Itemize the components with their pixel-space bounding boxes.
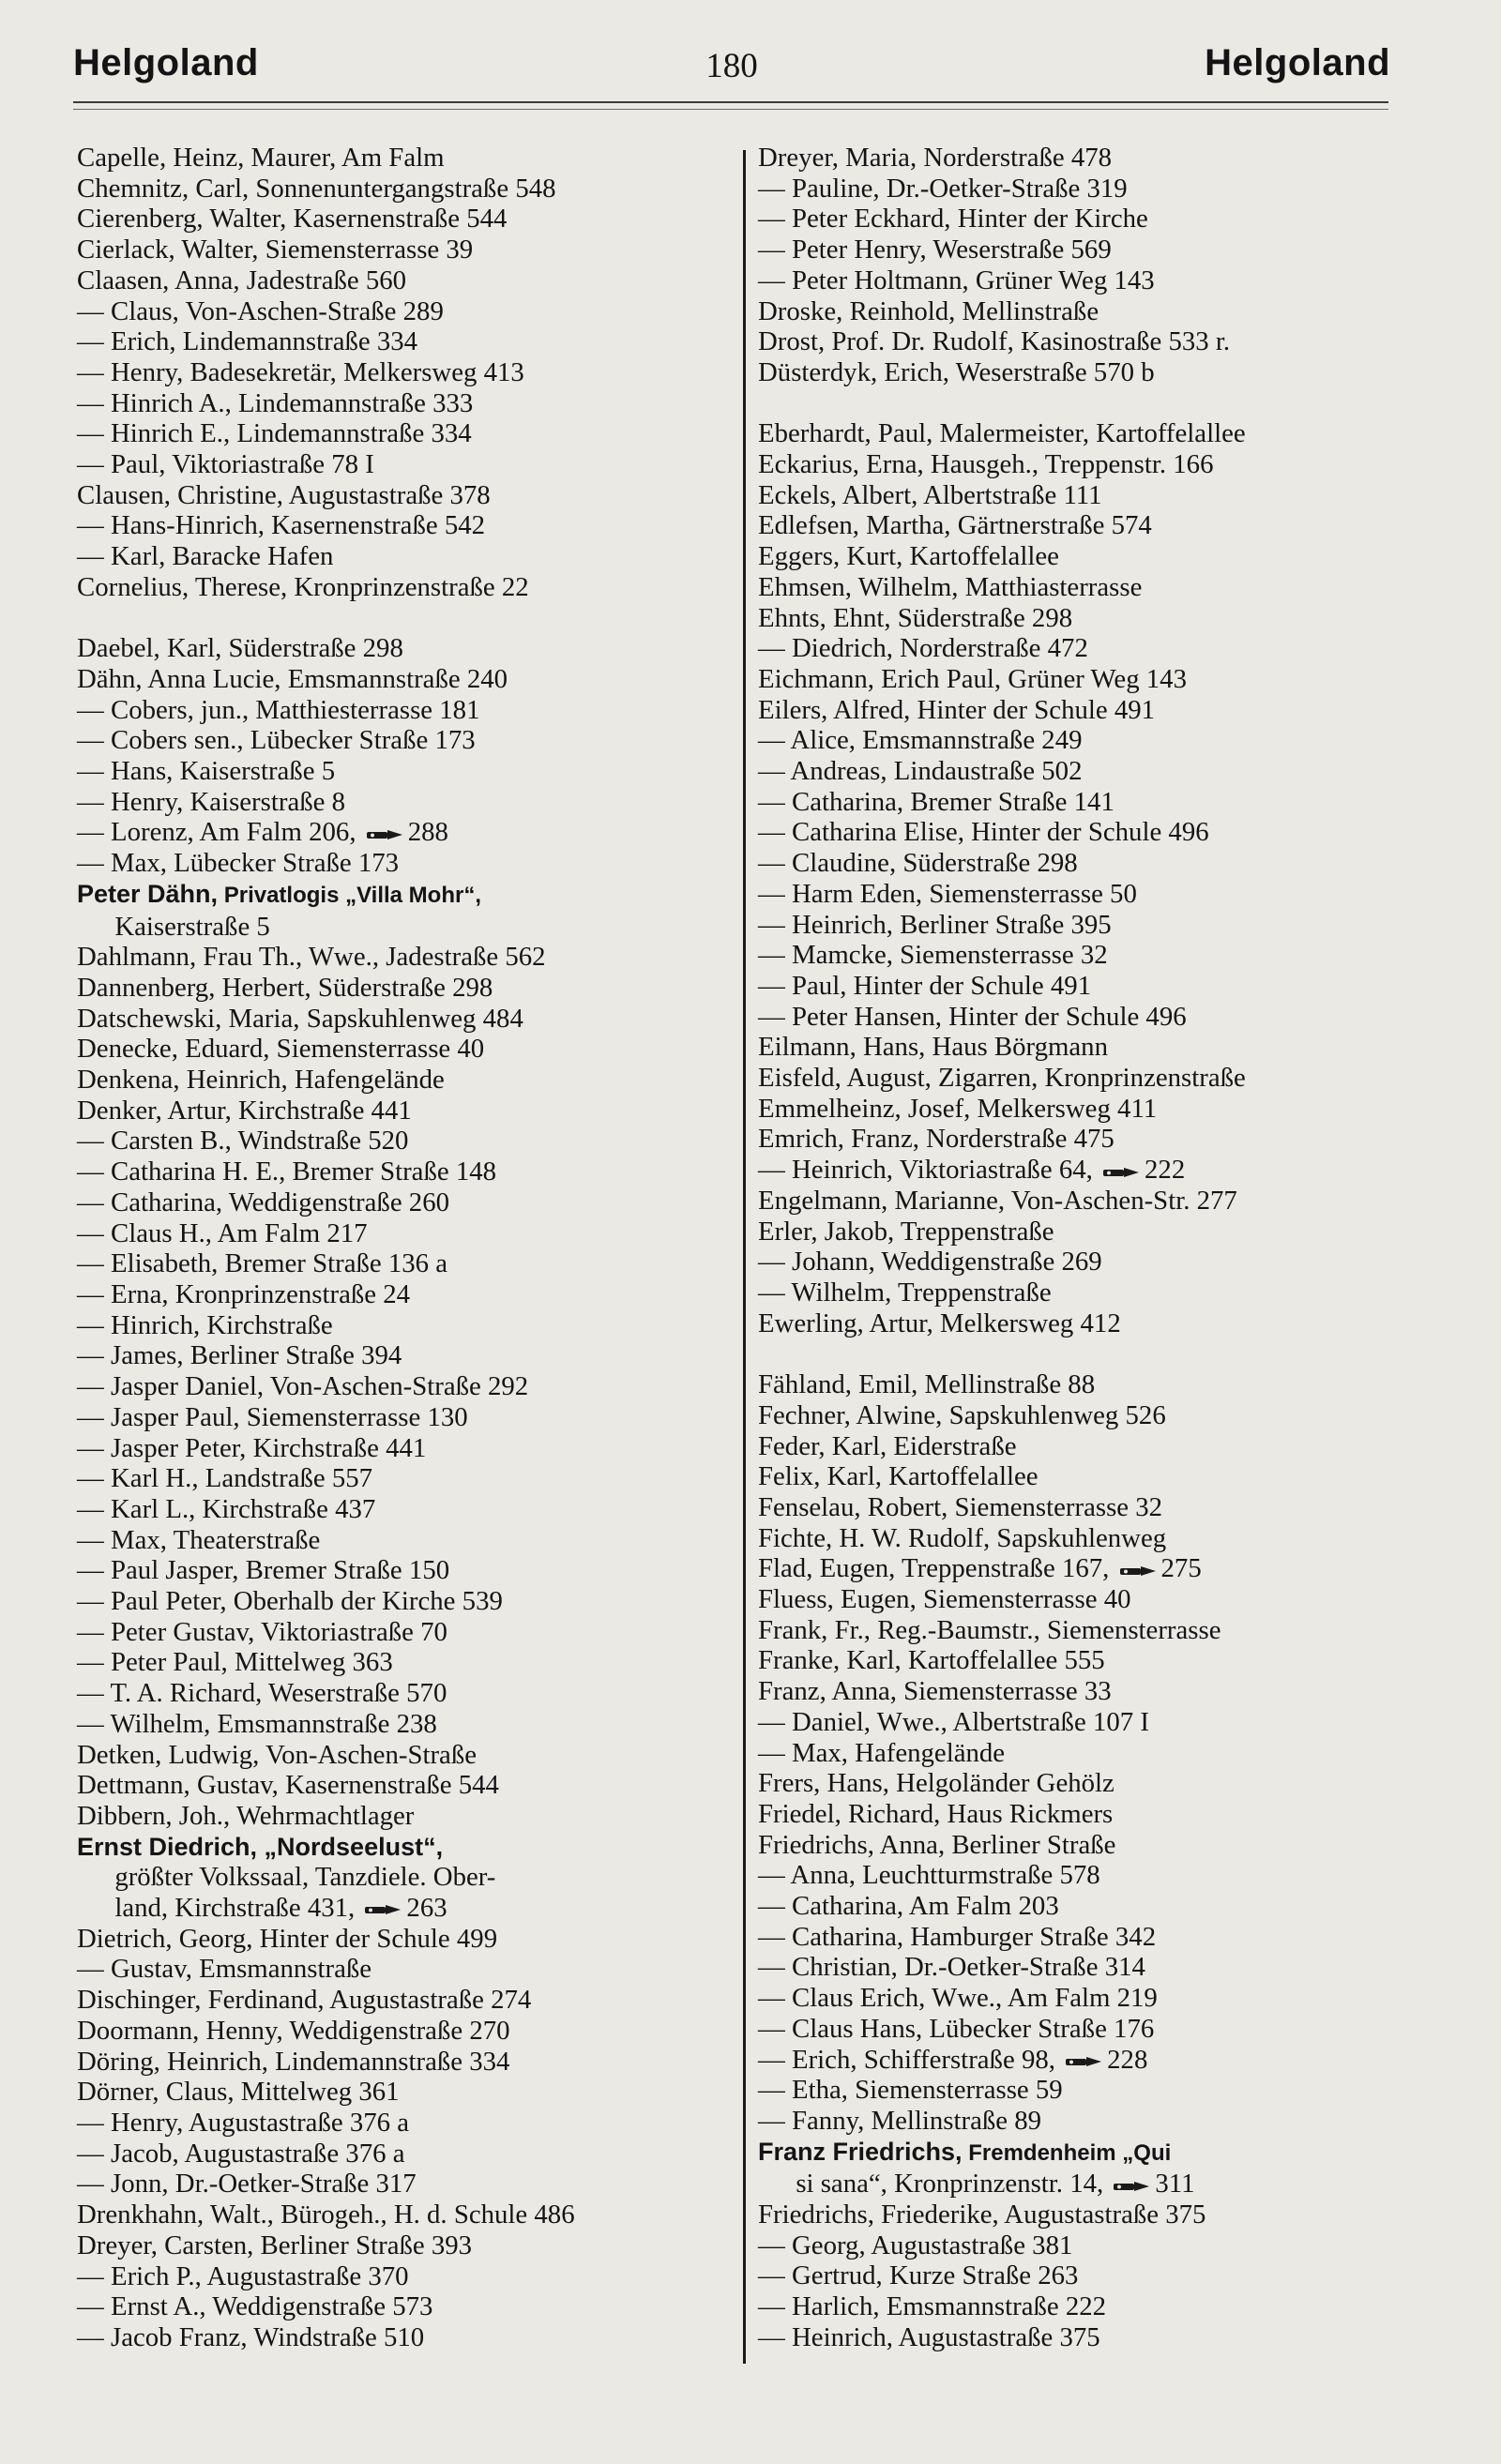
directory-entry: — Andreas, Lindaustraße 502 <box>758 756 1083 787</box>
directory-entry: Fenselau, Robert, Siemensterrasse 32 <box>758 1491 1163 1522</box>
directory-entry: — Carsten B., Windstraße 520 <box>77 1126 409 1156</box>
directory-entry: — Hans, Kaiserstraße 5 <box>77 756 336 787</box>
directory-entry: — Hinrich E., Lindemannstraße 334 <box>77 418 472 449</box>
right-column <box>758 143 1415 2353</box>
directory-entry: — Catharina, Weddigenstraße 260 <box>77 1187 449 1217</box>
directory-entry: Fluess, Eugen, Siemensterrasse 40 <box>758 1584 1131 1615</box>
directory-entry: — Karl L., Kirchstraße 437 <box>77 1493 376 1524</box>
directory-entry: Franke, Karl, Kartoffelallee 555 <box>758 1645 1105 1676</box>
directory-entry: — Elisabeth, Bremer Straße 136 a <box>77 1248 448 1279</box>
directory-entry: — Paul Peter, Oberhalb der Kirche 539 <box>77 1586 503 1617</box>
directory-entry <box>758 1155 1415 1186</box>
directory-entry: Eberhardt, Paul, Malermeister, Kartoffelallee <box>758 418 1246 449</box>
directory-entry: — Peter Hansen, Hinter der Schule 496 <box>758 1001 1187 1032</box>
directory-entry: Engelmann, Marianne, Von-Aschen-Str. 277 <box>758 1185 1237 1216</box>
directory-entry: Eggers, Kurt, Kartoffelallee <box>758 541 1059 572</box>
directory-entry: — Etha, Siemensterrasse 59 <box>758 2075 1063 2106</box>
entry-text: land, Kirchstraße 431, <box>114 1893 362 1924</box>
directory-entry: Denkena, Heinrich, Hafengelände <box>77 1065 445 1096</box>
directory-entry: Ehmsen, Wilhelm, Matthiasterrasse <box>758 571 1143 602</box>
directory-entry: — Peter Eckhard, Hinter der Kirche <box>758 204 1148 234</box>
advertiser-detail: Privatlogis „Villa Mohr“, <box>218 882 482 908</box>
directory-entry: — Georg, Augustastraße 381 <box>758 2230 1073 2260</box>
directory-entry: Datschewski, Maria, Sapskuhlenweg 484 <box>77 1003 523 1034</box>
directory-entry: Cierlack, Walter, Siemensterrasse 39 <box>77 234 474 265</box>
directory-entry: Capelle, Heinz, Maurer, Am Falm <box>77 143 445 173</box>
directory-entry: — Erna, Kronprinzenstraße 24 <box>77 1279 411 1309</box>
directory-entry: — Karl H., Landstraße 557 <box>77 1463 373 1494</box>
directory-entry <box>758 2137 1415 2169</box>
directory-entry: Eichmann, Erich Paul, Grüner Weg 143 <box>758 663 1187 694</box>
directory-entry: — Wilhelm, Emsmannstraße 238 <box>77 1708 437 1739</box>
directory-entry: — Johann, Weddigenstraße 269 <box>758 1247 1102 1277</box>
directory-entry: — Erich, Lindemannstraße 334 <box>77 326 418 357</box>
directory-entry: Friedrichs, Friederike, Augustastraße 375 <box>758 2199 1206 2230</box>
column-divider <box>743 150 746 2364</box>
directory-entry: — Catharina, Am Falm 203 <box>758 1891 1059 1922</box>
directory-entry: Frank, Fr., Reg.-Baumstr., Siemensterrasse <box>758 1614 1221 1645</box>
directory-entry: — Catharina, Bremer Straße 141 <box>758 786 1114 817</box>
telephone-icon <box>365 1903 402 1916</box>
directory-entry: — Jacob, Augustastraße 376 a <box>77 2138 405 2169</box>
directory-entry: Dibbern, Joh., Wehrmachtlager <box>77 1800 415 1831</box>
directory-entry: — Cobers sen., Lübecker Straße 173 <box>77 725 476 756</box>
directory-entry: — T. A. Richard, Weserstraße 570 <box>77 1678 447 1709</box>
header-rule <box>73 101 1388 103</box>
directory-entry: — Paul Jasper, Bremer Straße 150 <box>77 1555 450 1586</box>
directory-entry: — Henry, Badesekretär, Melkersweg 413 <box>77 356 524 387</box>
directory-entry <box>77 817 752 848</box>
directory-entry <box>758 2169 1415 2199</box>
directory-entry: — Jasper Paul, Siemensterrasse 130 <box>77 1401 468 1432</box>
directory-entry <box>77 879 752 912</box>
directory-entry: Chemnitz, Carl, Sonnenuntergangstraße 548 <box>77 173 556 204</box>
page-header <box>73 42 1390 108</box>
directory-entry: — Karl, Baracke Hafen <box>77 541 334 572</box>
advertiser-name: Ernst Diedrich, „Nordseelust“, <box>77 1832 444 1861</box>
directory-entry: Daebel, Karl, Süderstraße 298 <box>77 633 403 664</box>
directory-entry: — Henry, Kaiserstraße 8 <box>77 786 346 817</box>
directory-entry: Dettmann, Gustav, Kasernenstraße 544 <box>77 1770 499 1801</box>
entry-text: — Erich, Schifferstraße 98, <box>758 2044 1063 2075</box>
header-rule-thin <box>73 109 1388 110</box>
directory-entry: Denecke, Eduard, Siemensterrasse 40 <box>77 1034 485 1065</box>
directory-entry: Drost, Prof. Dr. Rudolf, Kasinostraße 533 r. <box>758 326 1231 357</box>
directory-entry <box>758 1553 1415 1584</box>
phone-number: 275 <box>1160 1553 1202 1584</box>
header-place-left: Helgoland <box>73 42 259 83</box>
phone-number: 228 <box>1107 2044 1148 2075</box>
directory-entry: — Catharina Elise, Hinter der Schule 496 <box>758 817 1209 848</box>
directory-entry: — Hans-Hinrich, Kasernenstraße 542 <box>77 510 486 541</box>
entry-text: — Lorenz, Am Falm 206, <box>77 817 363 848</box>
directory-entry: — Peter Paul, Mittelweg 363 <box>77 1647 393 1678</box>
directory-entry: Friedrichs, Anna, Berliner Straße <box>758 1829 1116 1860</box>
directory-entry: — James, Berliner Straße 394 <box>77 1340 402 1371</box>
advertiser-name: Peter Dähn, <box>77 879 219 908</box>
directory-entry: — Diedrich, Norderstraße 472 <box>758 633 1088 664</box>
directory-entry: Frers, Hans, Helgoländer Gehölz <box>758 1768 1114 1799</box>
directory-entry: Clausen, Christine, Augustastraße 378 <box>77 479 491 510</box>
entry-text: Flad, Eugen, Treppenstraße 167, <box>758 1553 1116 1584</box>
directory-entry: Cierenberg, Walter, Kasernenstraße 544 <box>77 204 508 234</box>
directory-entry: Droske, Reinhold, Mellinstraße <box>758 295 1099 326</box>
directory-entry: Dannenberg, Herbert, Süderstraße 298 <box>77 972 493 1003</box>
directory-entry: Dahlmann, Frau Th., Wwe., Jadestraße 562 <box>77 942 546 973</box>
directory-entry: — Alice, Emsmannstraße 249 <box>758 725 1083 756</box>
page-number: 180 <box>705 47 758 85</box>
directory-entry: Dähn, Anna Lucie, Emsmannstraße 240 <box>77 663 508 694</box>
directory-entry: — Peter Gustav, Viktoriastraße 70 <box>77 1616 447 1647</box>
directory-entry: — Gustav, Emsmannstraße <box>77 1954 372 1985</box>
advertiser-detail: Fremdenheim „Qui <box>962 2139 1172 2166</box>
entry-text: — Heinrich, Viktoriastraße 64, <box>758 1155 1100 1186</box>
telephone-icon <box>1066 2055 1103 2068</box>
directory-entry: — Wilhelm, Treppenstraße <box>758 1277 1052 1308</box>
directory-entry: — Paul, Viktoriastraße 78 I <box>77 449 374 480</box>
phone-number: 311 <box>1155 2169 1195 2199</box>
phone-number: 263 <box>406 1893 447 1924</box>
directory-entry: Dietrich, Georg, Hinter der Schule 499 <box>77 1923 498 1954</box>
directory-entry: Fähland, Emil, Mellinstraße 88 <box>758 1369 1096 1400</box>
section-gap <box>758 1338 1415 1369</box>
directory-entry: Edlefsen, Martha, Gärtnerstraße 574 <box>758 510 1152 541</box>
directory-entry: Dreyer, Carsten, Berliner Straße 393 <box>77 2230 473 2260</box>
directory-entry: — Heinrich, Augustastraße 375 <box>758 2321 1100 2352</box>
directory-entry: — Claudine, Süderstraße 298 <box>758 848 1078 879</box>
directory-entry <box>77 1893 752 1924</box>
directory-entry: — Jonn, Dr.-Oetker-Straße 317 <box>77 2169 417 2199</box>
directory-entry: — Claus Hans, Lübecker Straße 176 <box>758 2013 1155 2044</box>
directory-entry: — Claus H., Am Falm 217 <box>77 1217 368 1248</box>
telephone-icon <box>1114 2180 1151 2193</box>
directory-entry: — Heinrich, Berliner Straße 395 <box>758 909 1112 940</box>
directory-entry: Dörner, Claus, Mittelweg 361 <box>77 2077 400 2108</box>
directory-entry: — Fanny, Mellinstraße 89 <box>758 2105 1042 2136</box>
header-place-right: Helgoland <box>1205 42 1390 83</box>
directory-entry: — Jasper Peter, Kirchstraße 441 <box>77 1432 427 1463</box>
directory-entry: Emmelheinz, Josef, Melkersweg 411 <box>758 1093 1158 1124</box>
entry-text: si sana“, Kronprinzenstr. 14, <box>796 2169 1111 2199</box>
section-gap <box>758 388 1415 419</box>
directory-entry: — Max, Lübecker Straße 173 <box>77 848 400 879</box>
directory-entry: — Jacob Franz, Windstraße 510 <box>77 2321 425 2352</box>
directory-entry <box>758 2045 1415 2076</box>
directory-entry: — Mamcke, Siemensterrasse 32 <box>758 940 1108 971</box>
directory-entry: — Claus, Von-Aschen-Straße 289 <box>77 295 444 326</box>
directory-entry: — Ernst A., Weddigenstraße 573 <box>77 2291 433 2322</box>
directory-entry: — Harlich, Emsmannstraße 222 <box>758 2291 1107 2322</box>
directory-entry: Claasen, Anna, Jadestraße 560 <box>77 265 407 295</box>
directory-entry: Eckarius, Erna, Hausgeh., Treppenstr. 166 <box>758 449 1214 480</box>
directory-entry: — Hinrich, Kirchstraße <box>77 1309 333 1340</box>
directory-entry: Kaiserstraße 5 <box>114 911 270 942</box>
directory-entry: größter Volkssaal, Tanzdiele. Ober- <box>114 1862 496 1893</box>
directory-entry: — Peter Holtmann, Grüner Weg 143 <box>758 265 1155 295</box>
directory-entry: — Max, Hafengelände <box>758 1737 1006 1768</box>
directory-entry: — Paul, Hinter der Schule 491 <box>758 970 1092 1001</box>
directory-entry: Fechner, Alwine, Sapskuhlenweg 526 <box>758 1399 1166 1430</box>
directory-entry: — Jasper Daniel, Von-Aschen-Straße 292 <box>77 1371 529 1402</box>
directory-entry: — Peter Henry, Weserstraße 569 <box>758 234 1112 265</box>
phone-number: 288 <box>407 817 448 848</box>
directory-entry: — Catharina H. E., Bremer Straße 148 <box>77 1156 497 1187</box>
directory-entry: Ewerling, Artur, Melkersweg 412 <box>758 1308 1121 1338</box>
advertiser-name: Franz Friedrichs, <box>758 2137 963 2166</box>
directory-entry: — Catharina, Hamburger Straße 342 <box>758 1921 1157 1952</box>
directory-entry: Denker, Artur, Kirchstraße 441 <box>77 1095 412 1126</box>
left-column <box>77 143 752 2353</box>
directory-entry: Eisfeld, August, Zigarren, Kronprinzenstraße <box>758 1063 1246 1094</box>
directory-entry: Drenkhahn, Walt., Bürogeh., H. d. Schule 486 <box>77 2199 575 2230</box>
directory-entry: Dreyer, Maria, Norderstraße 478 <box>758 143 1113 173</box>
directory-entry: Feder, Karl, Eiderstraße <box>758 1430 1017 1461</box>
directory-entry: — Erich P., Augustastraße 370 <box>77 2260 409 2291</box>
directory-entry: — Hinrich A., Lindemannstraße 333 <box>77 387 474 418</box>
phone-number: 222 <box>1145 1155 1186 1186</box>
directory-entry <box>77 1832 752 1863</box>
directory-entry: — Claus Erich, Wwe., Am Falm 219 <box>758 1983 1158 2014</box>
telephone-icon <box>367 828 404 841</box>
directory-entry: Eilers, Alfred, Hinter der Schule 491 <box>758 694 1156 725</box>
directory-entry: Fichte, H. W. Rudolf, Sapskuhlenweg <box>758 1522 1167 1553</box>
directory-entry: Emrich, Franz, Norderstraße 475 <box>758 1124 1114 1155</box>
directory-entry: — Cobers, jun., Matthiesterrasse 181 <box>77 694 480 725</box>
directory-entry: Friedel, Richard, Haus Rickmers <box>758 1798 1114 1829</box>
directory-entry: — Henry, Augustastraße 376 a <box>77 2107 410 2138</box>
directory-entry: — Daniel, Wwe., Albertstraße 107 I <box>758 1706 1149 1737</box>
directory-entry: Felix, Karl, Kartoffelallee <box>758 1461 1039 1492</box>
directory-entry: — Gertrud, Kurze Straße 263 <box>758 2260 1079 2291</box>
directory-entry: Doormann, Henny, Weddigenstraße 270 <box>77 2015 510 2046</box>
directory-entry: Ehnts, Ehnt, Süderstraße 298 <box>758 602 1073 633</box>
directory-entry: Detken, Ludwig, Von-Aschen-Straße <box>77 1739 478 1770</box>
directory-entry: Eilmann, Hans, Haus Börgmann <box>758 1032 1108 1063</box>
directory-entry: — Pauline, Dr.-Oetker-Straße 319 <box>758 173 1128 204</box>
directory-entry: — Harm Eden, Siemensterrasse 50 <box>758 878 1137 909</box>
telephone-icon <box>1120 1565 1158 1578</box>
directory-entry: — Christian, Dr.-Oetker-Straße 314 <box>758 1952 1145 1983</box>
directory-entry: Franz, Anna, Siemensterrasse 33 <box>758 1676 1112 1707</box>
directory-entry: — Anna, Leuchtturmstraße 578 <box>758 1860 1100 1891</box>
directory-entry: Düsterdyk, Erich, Weserstraße 570 b <box>758 356 1155 387</box>
directory-entry: Erler, Jakob, Treppenstraße <box>758 1216 1054 1247</box>
directory-entry: Döring, Heinrich, Lindemannstraße 334 <box>77 2046 510 2077</box>
directory-entry: Dischinger, Ferdinand, Augustastraße 274 <box>77 1985 532 2016</box>
directory-entry: — Max, Theaterstraße <box>77 1524 321 1555</box>
telephone-icon <box>1103 1166 1141 1179</box>
section-gap <box>77 603 752 634</box>
directory-entry: Eckels, Albert, Albertstraße 111 <box>758 479 1102 510</box>
directory-entry: Cornelius, Therese, Kronprinzenstraße 22 <box>77 571 529 602</box>
